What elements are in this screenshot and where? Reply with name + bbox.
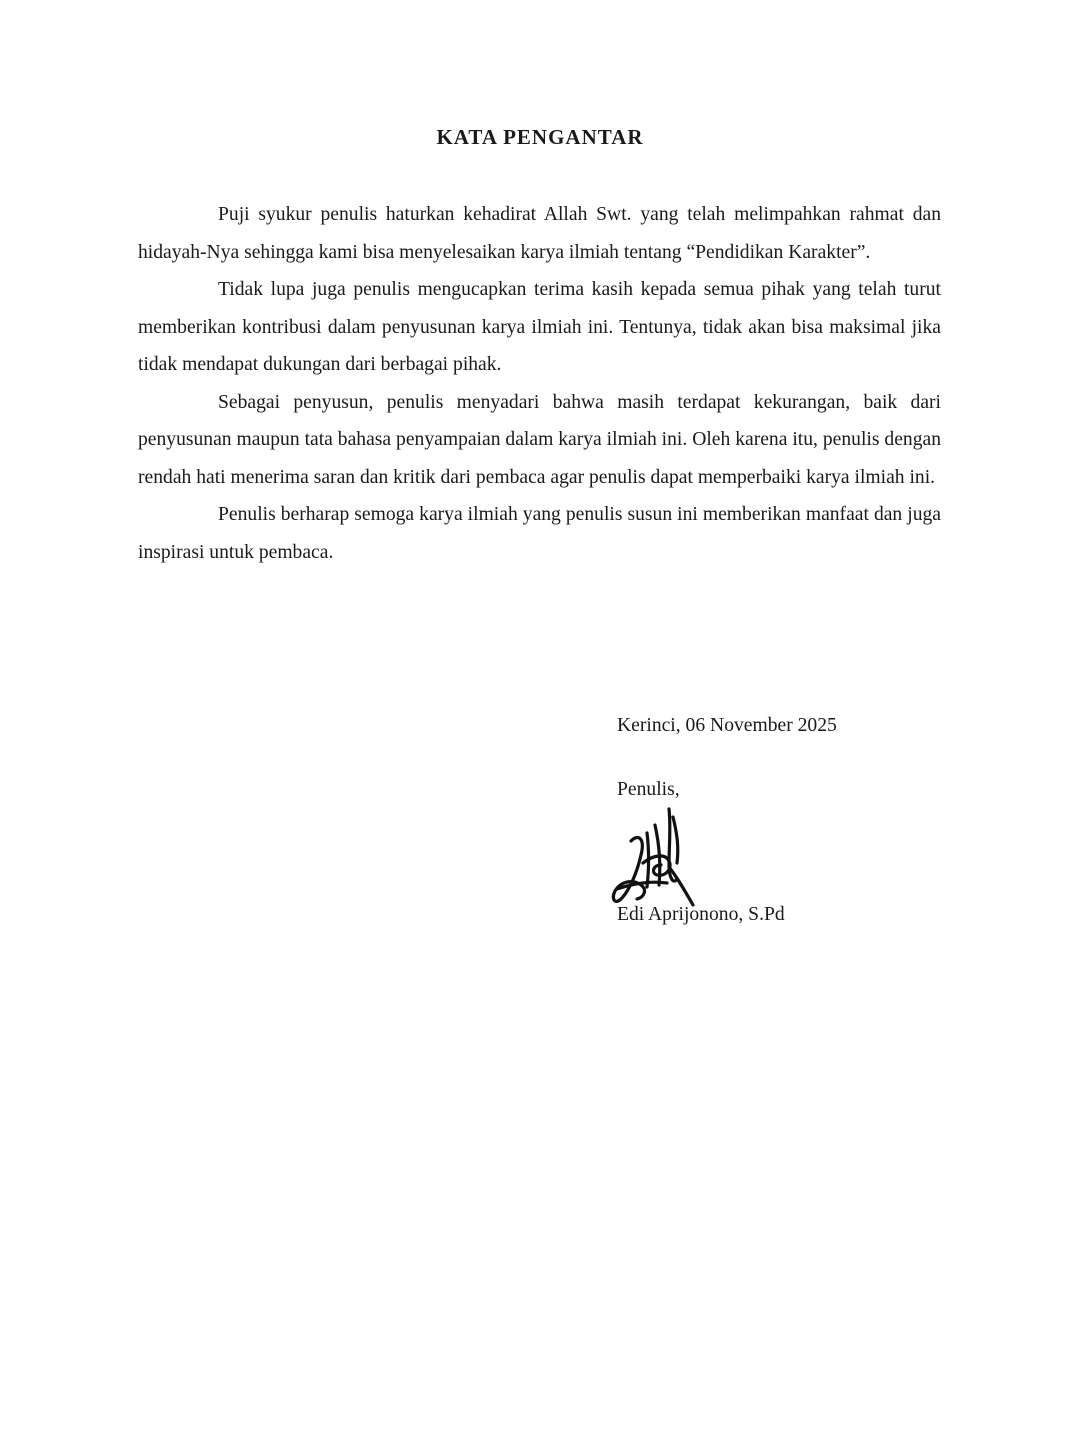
document-title: KATA PENGANTAR — [436, 125, 644, 149]
document-body — [138, 196, 941, 571]
paragraph-1: Puji syukur penulis haturkan kehadirat Allah Swt. yang telah melimpahkan rahmat dan hidayah-Nya sehingga kami bisa menyelesaikan karya ilmiah tentang “Pendidikan Karakter”. — [138, 204, 941, 263]
place-date: Kerinci, 06 November 2025 — [617, 715, 837, 736]
author-name: Edi Aprijonono, S.Pd — [617, 904, 785, 925]
author-label: Penulis, — [617, 779, 680, 800]
paragraph-4: Penulis berharap semoga karya ilmiah yang penulis susun ini memberikan manfaat dan juga inspirasi untuk pembaca. — [138, 504, 941, 563]
paragraph-3: Sebagai penyusun, penulis menyadari bahwa masih terdapat kekurangan, baik dari penyusunan maupun tata bahasa penyampaian dalam karya ilmiah ini. Oleh karena itu, penulis dengan rendah hati menerima saran dan kritik dari pembaca agar penulis dapat memperbaiki karya ilmiah ini. — [138, 391, 941, 488]
handwritten-signature-icon — [607, 803, 707, 915]
paragraph-2: Tidak lupa juga penulis mengucapkan terima kasih kepada semua pihak yang telah turut memberikan kontribusi dalam penyusunan karya ilmiah ini. Tentunya, tidak akan bisa maksimal jika tidak mendapat dukungan dari berbagai pihak. — [138, 279, 941, 375]
